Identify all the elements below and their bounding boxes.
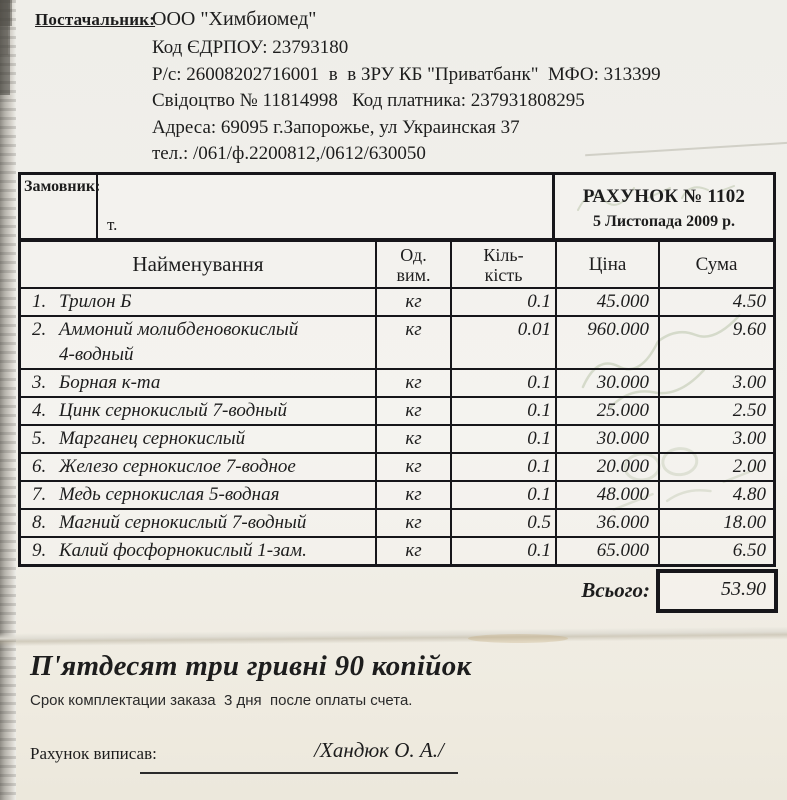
supplier-certificate: Свідоцтво № 11814998 Код платника: 237931808295 (152, 90, 585, 111)
row-number: 9. (32, 540, 47, 561)
item-price: 45.000 (555, 289, 658, 315)
table-row (21, 482, 773, 510)
item-quantity: 0.1 (450, 370, 555, 396)
customer-value: т. (107, 215, 118, 234)
item-sum: 4.80 (658, 482, 773, 508)
item-name: Аммоний молибденовокислый 4-водный (59, 319, 299, 365)
supplier-phone: тел.: /061/ф.2200812,/0612/630050 (152, 143, 426, 164)
supplier-details (152, 35, 661, 168)
item-name: Марганец сернокислый (59, 428, 246, 449)
item-unit: кг (375, 510, 450, 536)
scanner-edge-strip (0, 0, 16, 800)
item-sum: 4.50 (658, 289, 773, 315)
item-price: 30.000 (555, 426, 658, 452)
table-row (21, 317, 773, 370)
item-price: 30.000 (555, 370, 658, 396)
total-value-box (656, 569, 778, 613)
header-name: Найменування (132, 252, 264, 276)
item-price: 36.000 (555, 510, 658, 536)
item-quantity: 0.1 (450, 482, 555, 508)
item-name: Трилон Б (59, 291, 132, 312)
row-number: 2. (32, 319, 47, 340)
paper-stain (468, 634, 568, 643)
item-sum: 2.00 (658, 454, 773, 480)
row-number: 3. (32, 372, 47, 393)
item-quantity: 0.01 (450, 317, 555, 368)
item-quantity: 0.1 (450, 538, 555, 564)
item-price: 20.000 (555, 454, 658, 480)
item-quantity: 0.1 (450, 426, 555, 452)
item-quantity: 0.5 (450, 510, 555, 536)
item-name: Железо сернокислое 7-водное (59, 456, 296, 477)
supplier-label: Постачальник: (35, 10, 156, 29)
item-unit: кг (375, 426, 450, 452)
header-price: Ціна (555, 242, 658, 287)
item-unit: кг (375, 370, 450, 396)
table-row (21, 398, 773, 426)
table-header-row (21, 242, 773, 289)
header-unit: Од. вим. (375, 242, 450, 287)
row-number: 7. (32, 484, 47, 505)
total-label: Всього: (581, 578, 650, 602)
item-price: 960.000 (555, 317, 658, 368)
header-quantity: Кіль- кість (450, 242, 555, 287)
signature-name: /Хандюк О. А./ (314, 738, 444, 762)
invoice-date: 5 Листопада 2009 р. (592, 213, 736, 230)
table-row (21, 538, 773, 564)
supplier-edrpou: Код ЄДРПОУ: 23793180 (152, 37, 349, 58)
row-number: 8. (32, 512, 47, 533)
terms-note: Срок комплектации заказа 3 дня после оплаты счета. (30, 692, 413, 709)
total-value: 53.90 (721, 578, 766, 600)
item-price: 25.000 (555, 398, 658, 424)
header-sum: Сума (658, 242, 773, 287)
item-unit: кг (375, 289, 450, 315)
customer-field (98, 175, 552, 238)
item-unit: кг (375, 398, 450, 424)
customer-row (21, 175, 773, 242)
supplier-address: Адреса: 69095 г.Запорожье, ул Украинская 37 (152, 116, 520, 138)
table-row (21, 510, 773, 538)
issued-by-label: Рахунок виписав: (30, 744, 157, 763)
row-number: 6. (32, 456, 47, 477)
item-name: Цинк сернокислый 7-водный (59, 400, 288, 421)
item-name: Калий фосфорнокислый 1-зам. (59, 540, 307, 561)
supplier-bank-account: Р/с: 26008202716001 в в ЗРУ КБ "Приватбанк" МФО: 313399 (152, 63, 661, 85)
table-row (21, 454, 773, 482)
item-sum: 2.50 (658, 398, 773, 424)
item-name: Борная к-та (59, 372, 161, 393)
item-name: Магний сернокислый 7-водный (59, 512, 307, 533)
row-number: 5. (32, 428, 47, 449)
row-number: 4. (32, 400, 47, 421)
item-unit: кг (375, 317, 450, 368)
supplier-name: ООО "Химбиомед" (152, 8, 317, 30)
scan-artifact (0, 0, 8, 55)
item-sum: 18.00 (658, 510, 773, 536)
invoice-table (18, 172, 776, 567)
table-row (21, 426, 773, 454)
invoice-title: РАХУНОК № 1102 (582, 186, 746, 207)
table-row (21, 289, 773, 317)
customer-label: Замовник: (21, 175, 98, 238)
item-price: 48.000 (555, 482, 658, 508)
amount-in-words: П'ятдесят три гривні 90 копійок (30, 650, 472, 682)
item-sum: 3.00 (658, 370, 773, 396)
table-row (21, 370, 773, 398)
invoice-header-cell (552, 175, 773, 238)
item-unit: кг (375, 538, 450, 564)
item-name: Медь сернокислая 5-водная (59, 484, 280, 505)
item-quantity: 0.1 (450, 289, 555, 315)
item-quantity: 0.1 (450, 454, 555, 480)
paper-fold-crease (0, 627, 787, 647)
item-sum: 3.00 (658, 426, 773, 452)
item-unit: кг (375, 454, 450, 480)
item-quantity: 0.1 (450, 398, 555, 424)
item-sum: 9.60 (658, 317, 773, 368)
item-sum: 6.50 (658, 538, 773, 564)
row-number: 1. (32, 291, 47, 312)
item-unit: кг (375, 482, 450, 508)
item-price: 65.000 (555, 538, 658, 564)
